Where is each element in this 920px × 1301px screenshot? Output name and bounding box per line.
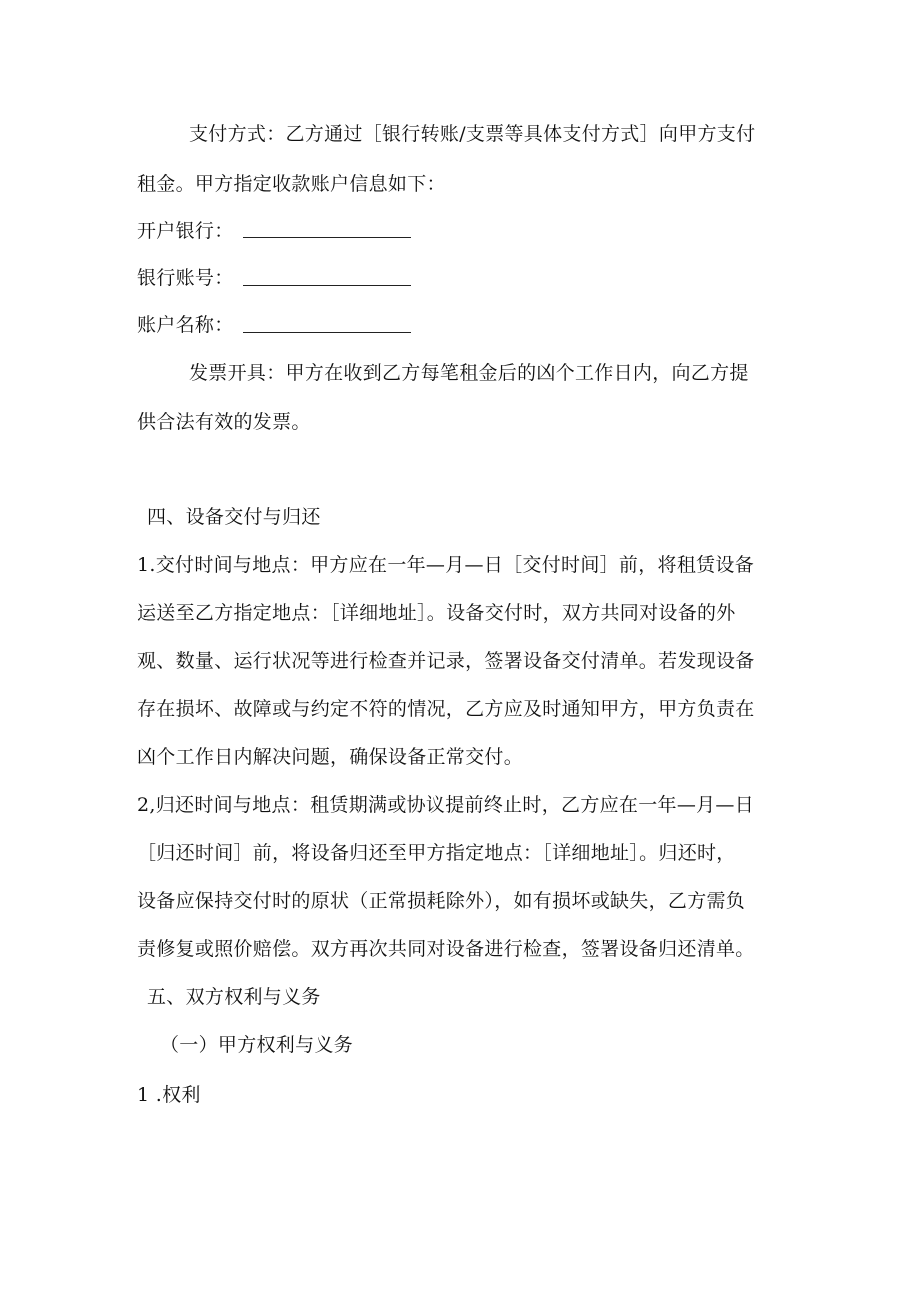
section-4-item-1-line: 凶个工作日内解决问题，确保设备正常交付。 [137,746,524,768]
section-4-item-1-line: 观、数量、运行状况等进行检查并记录，签署设备交付清单。若发现设备 [137,650,755,672]
section-4-item-1-line: 1.交付时间与地点：甲方应在一年—月—日［交付时间］前，将租赁设备 [137,554,755,576]
section-5-subsection-1-title: （一）甲方权利与义务 [160,1034,354,1056]
section-4-item-2-line: 设备应保持交付时的原状（正常损耗除外），如有损坏或缺失，乙方需负 [137,890,746,912]
account-number-blank [243,285,411,286]
invoice-line-1: 发票开具：甲方在收到乙方每笔租金后的凶个工作日内，向乙方提 [189,362,749,384]
account-number-label: 银行账号： [137,267,234,289]
payment-method-line-1: 支付方式：乙方通过［银行转账/支票等具体支付方式］向甲方支付 [189,123,756,145]
bank-name-blank [243,237,411,238]
account-name-blank [243,332,411,333]
section-4-item-2-line: 2,归还时间与地点：租赁期满或协议提前终止时，乙方应在一年—月—日 [137,794,755,816]
section-4-item-2-line: 责修复或照价赔偿。双方再次共同对设备进行检查，签署设备归还清单。 [137,938,755,960]
section-5-title: 五、双方权利与义务 [147,986,321,1008]
section-4-title: 四、设备交付与归还 [147,506,321,528]
bank-name-label: 开户银行： [137,220,234,242]
section-5-item-1-title: 1 .权利 [137,1084,201,1106]
payment-method-line-2: 租金。甲方指定收款账户信息如下： [137,173,446,195]
section-4-item-1-line: 存在损坏、故障或与约定不符的情况，乙方应及时通知甲方，甲方负责在 [137,698,755,720]
invoice-line-2: 供合法有效的发票。 [137,411,311,433]
section-4-item-2-line: ［归还时间］前，将设备归还至甲方指定地点：［详细地址］。归还时， [137,842,736,864]
section-4-item-1-line: 运送至乙方指定地点：［详细地址］。设备交付时，双方共同对设备的外 [137,602,736,624]
account-name-label: 账户名称： [137,314,234,336]
